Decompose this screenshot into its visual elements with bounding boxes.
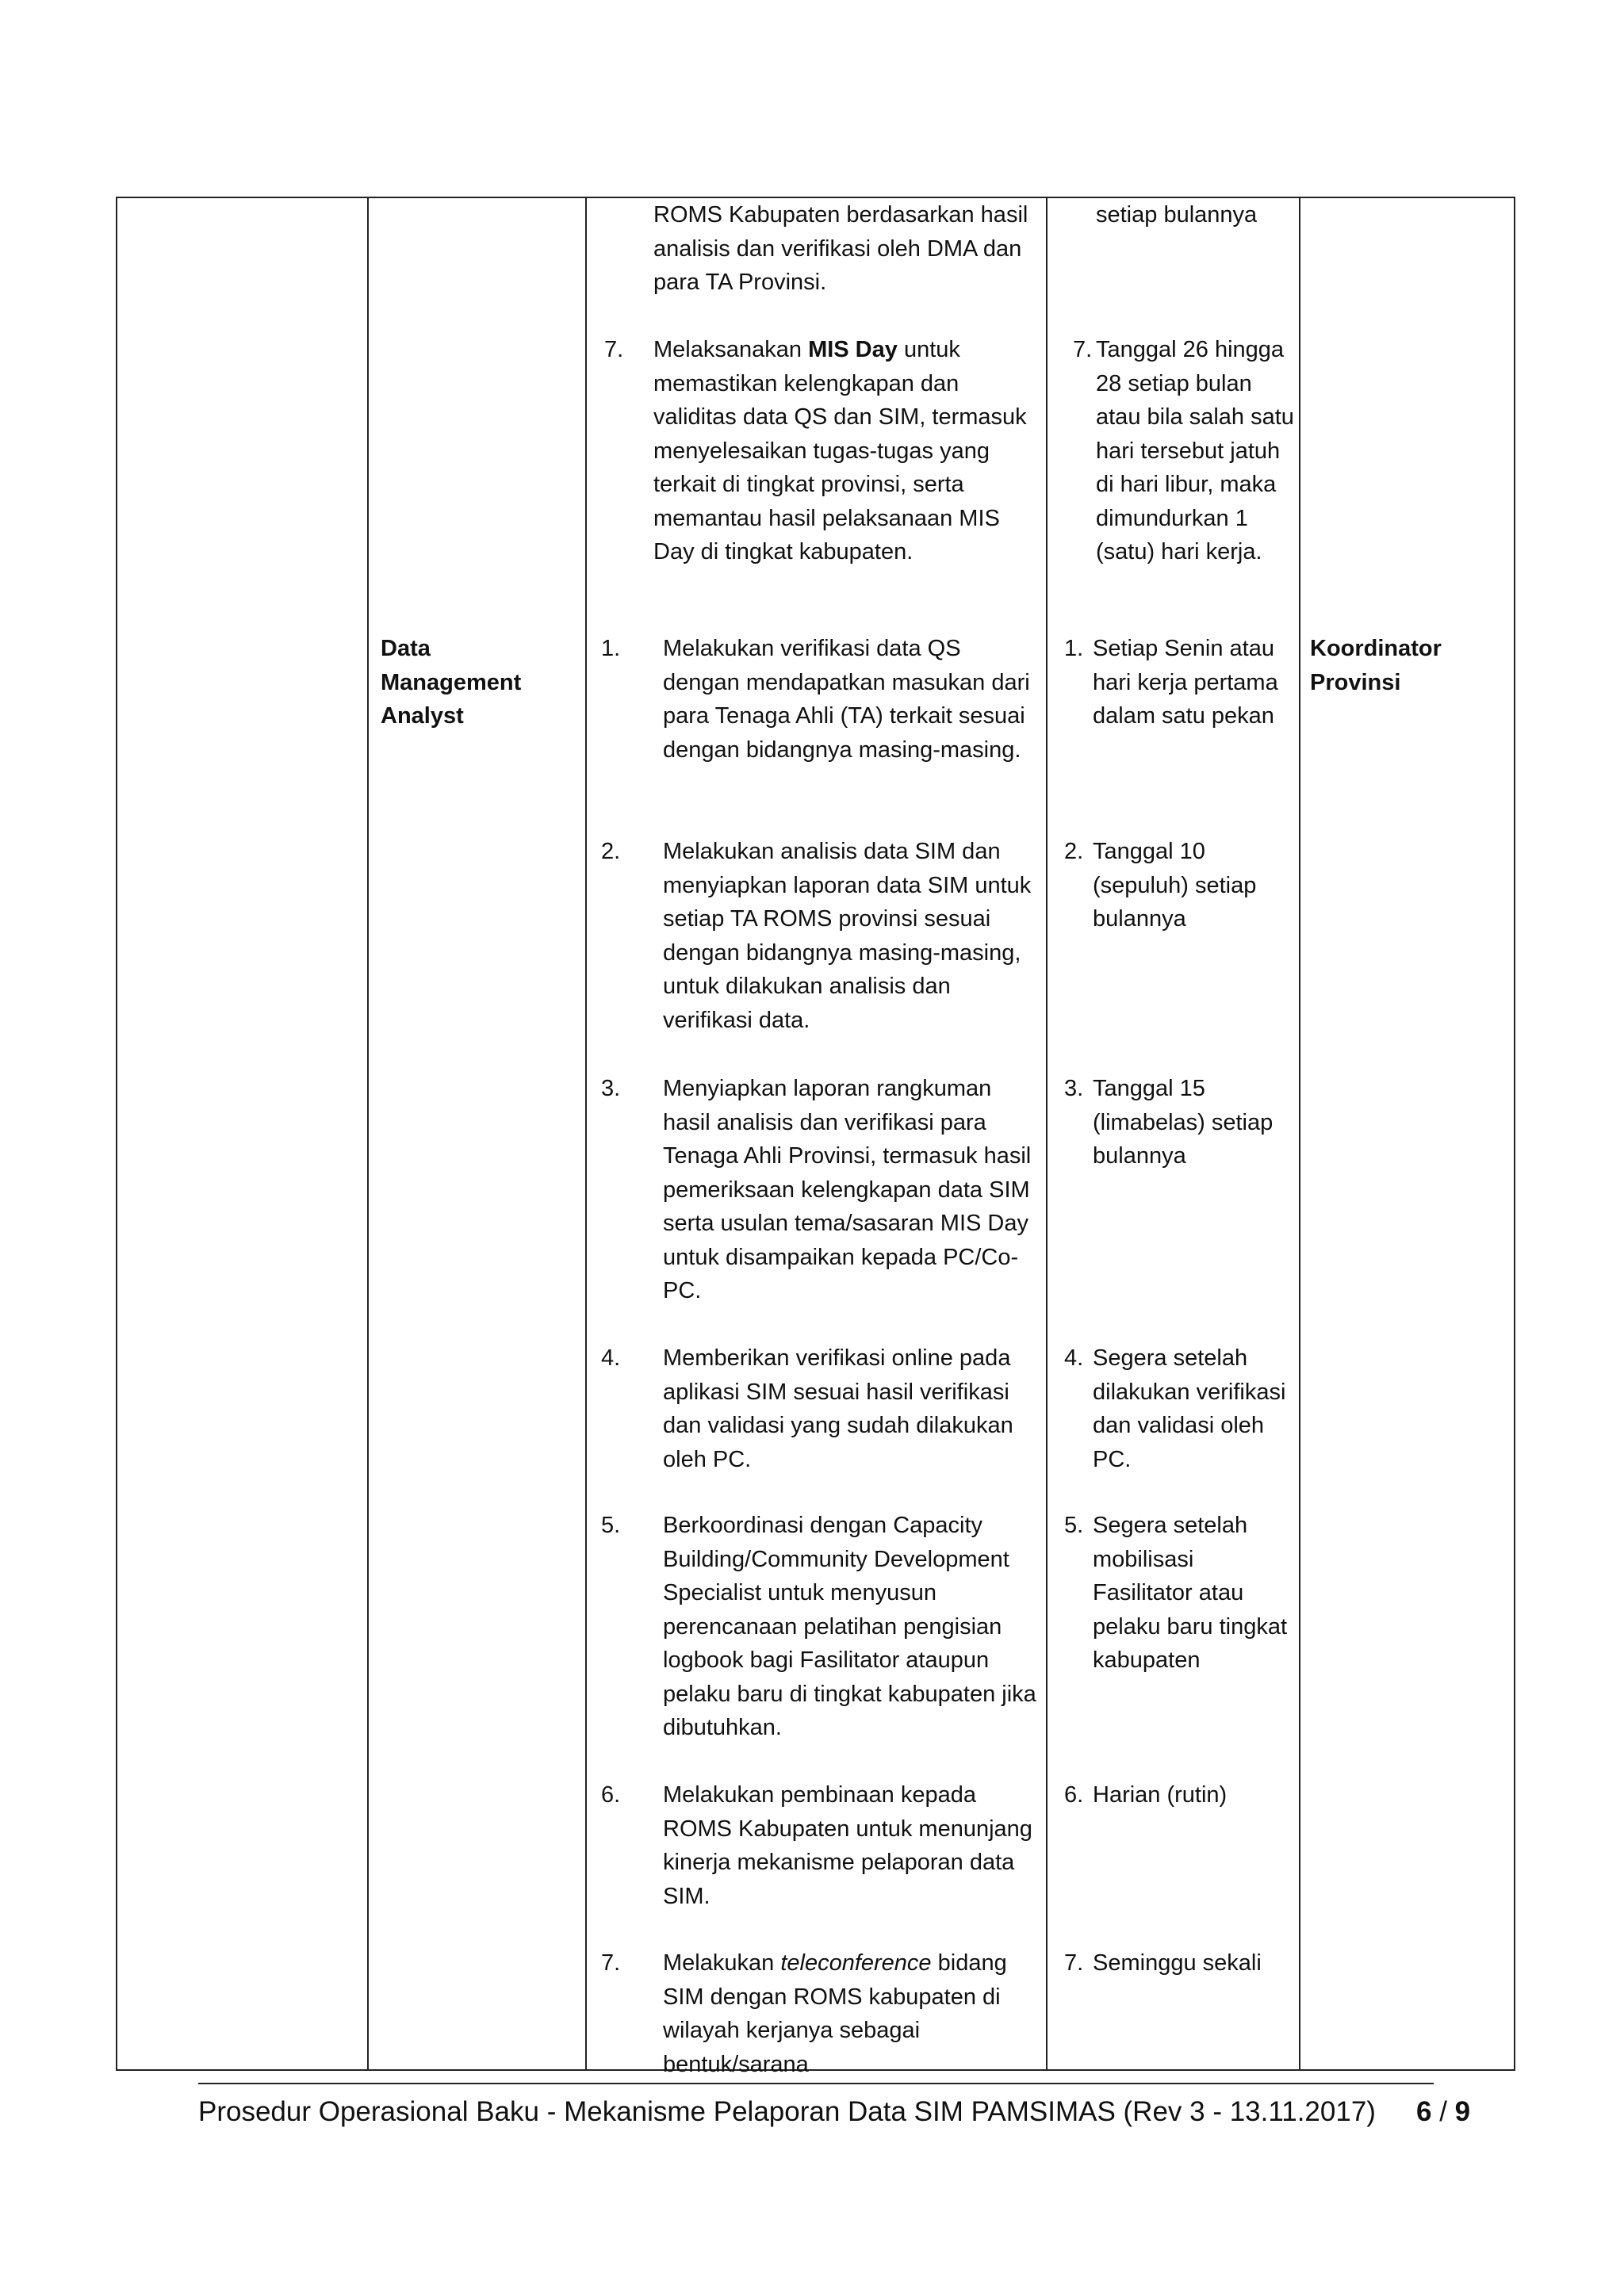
- task-text: Melakukan analisis data SIM dan menyiapkan laporan data SIM untuk setiap TA ROMS provinsi sesuai dengan bidangnya masing-masing, untuk dilakukan analisis dan verifikasi data.: [663, 839, 1032, 1033]
- time-text: Tanggal 10 (sepuluh) setiap bulannya: [1093, 839, 1257, 932]
- page-number: 6 / 9: [1416, 2096, 1471, 2127]
- task-text: Melakukan teleconference bidang SIM dengan ROMS kabupaten di wilayah kerjanya sebagai bentuk/sarana: [663, 1950, 1007, 2077]
- time-text: Tanggal 26 hingga 28 setiap bulan atau bila salah satu hari tersebut jatuh di hari libur, maka dimundurkan 1 (satu) hari kerja.: [1096, 337, 1294, 564]
- task-number: 7.: [601, 1950, 621, 1976]
- time-text: Segera setelah mobilisasi Fasilitator atau pelaku baru tingkat kabupaten: [1093, 1513, 1288, 1673]
- time-text: Tanggal 15 (limabelas) setiap bulannya: [1093, 1076, 1274, 1169]
- time-text: Segera setelah dilakukan verifikasi dan validasi oleh PC.: [1093, 1345, 1286, 1472]
- task-number: 1.: [601, 636, 621, 661]
- time-number: 6.: [1064, 1782, 1084, 1808]
- coordinator-name: Koordinator Provinsi: [1310, 636, 1442, 695]
- footer-rule: [198, 2083, 1434, 2084]
- task-number: 2.: [601, 839, 621, 864]
- time-number: 5.: [1064, 1513, 1084, 1538]
- column-divider-2: [585, 198, 587, 2069]
- task-number: 5.: [601, 1513, 621, 1538]
- time-number: 4.: [1064, 1345, 1084, 1371]
- time-text: Setiap Senin atau hari kerja pertama dalam satu pekan: [1093, 636, 1278, 729]
- task-number: 4.: [601, 1345, 621, 1371]
- task-text: Berkoordinasi dengan Capacity Building/Community Development Specialist untuk menyusun perencanaan pelatihan pengisian logbook bagi Fasilitator ataupun pelaku baru di tingkat kabupaten jika dibutuhkan.: [663, 1513, 1036, 1740]
- footer-title: Prosedur Operasional Baku - Mekanisme Pelaporan Data SIM PAMSIMAS (Rev 3 - 13.11.2017): [198, 2096, 1376, 2127]
- role-name: Data Management Analyst: [381, 636, 522, 729]
- task-number: 7.: [604, 337, 624, 362]
- task-number: 6.: [601, 1782, 621, 1808]
- column-divider-1: [367, 198, 369, 2069]
- task-number: 3.: [601, 1076, 621, 1101]
- column-divider-3: [1046, 198, 1048, 2069]
- time-number: 7.: [1073, 337, 1093, 362]
- continuation-task-text: ROMS Kabupaten berdasarkan hasil analisis dan verifikasi oleh DMA dan para TA Provinsi.: [653, 202, 1028, 295]
- task-text: Melaksanakan MIS Day untuk memastikan kelengkapan dan validitas data QS dan SIM, termasuk menyelesaikan tugas-tugas yang terkait di tingkat provinsi, serta memantau hasil pelaksanaan MIS Day di tingkat kabupaten.: [653, 337, 1027, 564]
- task-text: Memberikan verifikasi online pada aplikasi SIM sesuai hasil verifikasi dan validasi yang sudah dilakukan oleh PC.: [663, 1345, 1013, 1472]
- time-text: Seminggu sekali: [1093, 1950, 1262, 1976]
- time-number: 3.: [1064, 1076, 1084, 1101]
- task-text: Melakukan pembinaan kepada ROMS Kabupaten untuk menunjang kinerja mekanisme pelaporan data SIM.: [663, 1782, 1032, 1909]
- task-text: Melakukan verifikasi data QS dengan mendapatkan masukan dari para Tenaga Ahli (TA) terkait sesuai dengan bidangnya masing-masing.: [663, 636, 1030, 763]
- time-text: Harian (rutin): [1093, 1782, 1228, 1808]
- task-text: Menyiapkan laporan rangkuman hasil analisis dan verifikasi para Tenaga Ahli Provinsi, termasuk hasil pemeriksaan kelengkapan data SIM serta usulan tema/sasaran MIS Day untuk disampaikan kepada PC/Co-PC.: [663, 1076, 1032, 1303]
- column-divider-4: [1299, 198, 1300, 2069]
- time-number: 2.: [1064, 839, 1084, 864]
- time-number: 7.: [1064, 1950, 1084, 1976]
- time-number: 1.: [1064, 636, 1084, 661]
- continuation-time-text: setiap bulannya: [1096, 202, 1258, 228]
